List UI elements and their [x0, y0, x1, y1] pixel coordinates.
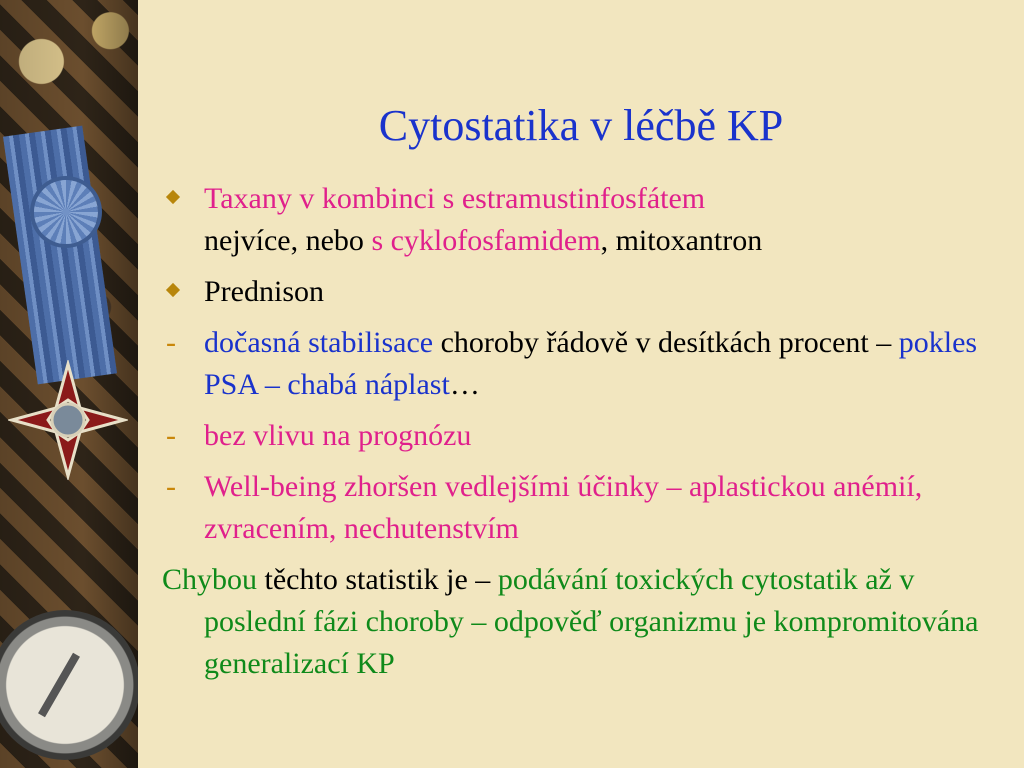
bullet-text: nejvíce, nebo [204, 224, 372, 257]
dash-item-wellbeing [162, 466, 1002, 550]
ribbon-rosette [34, 180, 98, 244]
bullet-text: s cyklofosfamidem [371, 224, 601, 257]
slide-title: Cytostatika v léčbě KP [378, 101, 784, 150]
bullet-text: Prednison [204, 275, 324, 308]
paragraph-text: těchto statistik je – [257, 563, 498, 596]
dash-item-prognoza [162, 415, 1002, 457]
paragraph-text: Chybou [162, 563, 258, 596]
bullet-item-taxany [162, 178, 1002, 262]
dash-bullet: - [166, 419, 176, 452]
paragraph-chybou [162, 559, 1002, 685]
dash-text: dočasná stabilisace [204, 326, 434, 359]
diamond-bullet-icon [166, 190, 180, 204]
bullet-text: , mitoxantron [600, 224, 763, 257]
order-cross-icon [8, 360, 128, 480]
dash-text: pokles PSA – chabá náplast [204, 326, 978, 401]
diamond-bullet-icon [166, 283, 180, 297]
slide-body [162, 178, 1002, 685]
dash-text: Well-being zhoršen vedlejšími účinky – aplastickou anémií, zvracením, nechutenstvím [204, 470, 923, 545]
bullet-text: Taxany v kombinci s estramustinfosfátem [204, 182, 706, 215]
compass [0, 610, 138, 760]
dash-text: choroby řádově v desítkách procent – [433, 326, 899, 359]
dash-text: … [449, 368, 480, 401]
paragraph-text: podávání toxických cytostatik až v poslední fázi choroby – odpověď organizmu je kompromitována generalizací KP [204, 563, 979, 680]
dash-text: bez vlivu na prognózu [204, 419, 472, 452]
bullet-item-prednison [162, 271, 1002, 313]
dash-bullet: - [166, 470, 176, 503]
dash-item-stabilisace [162, 322, 1002, 406]
dash-bullet: - [166, 326, 176, 359]
decorative-medal-image [0, 0, 138, 768]
